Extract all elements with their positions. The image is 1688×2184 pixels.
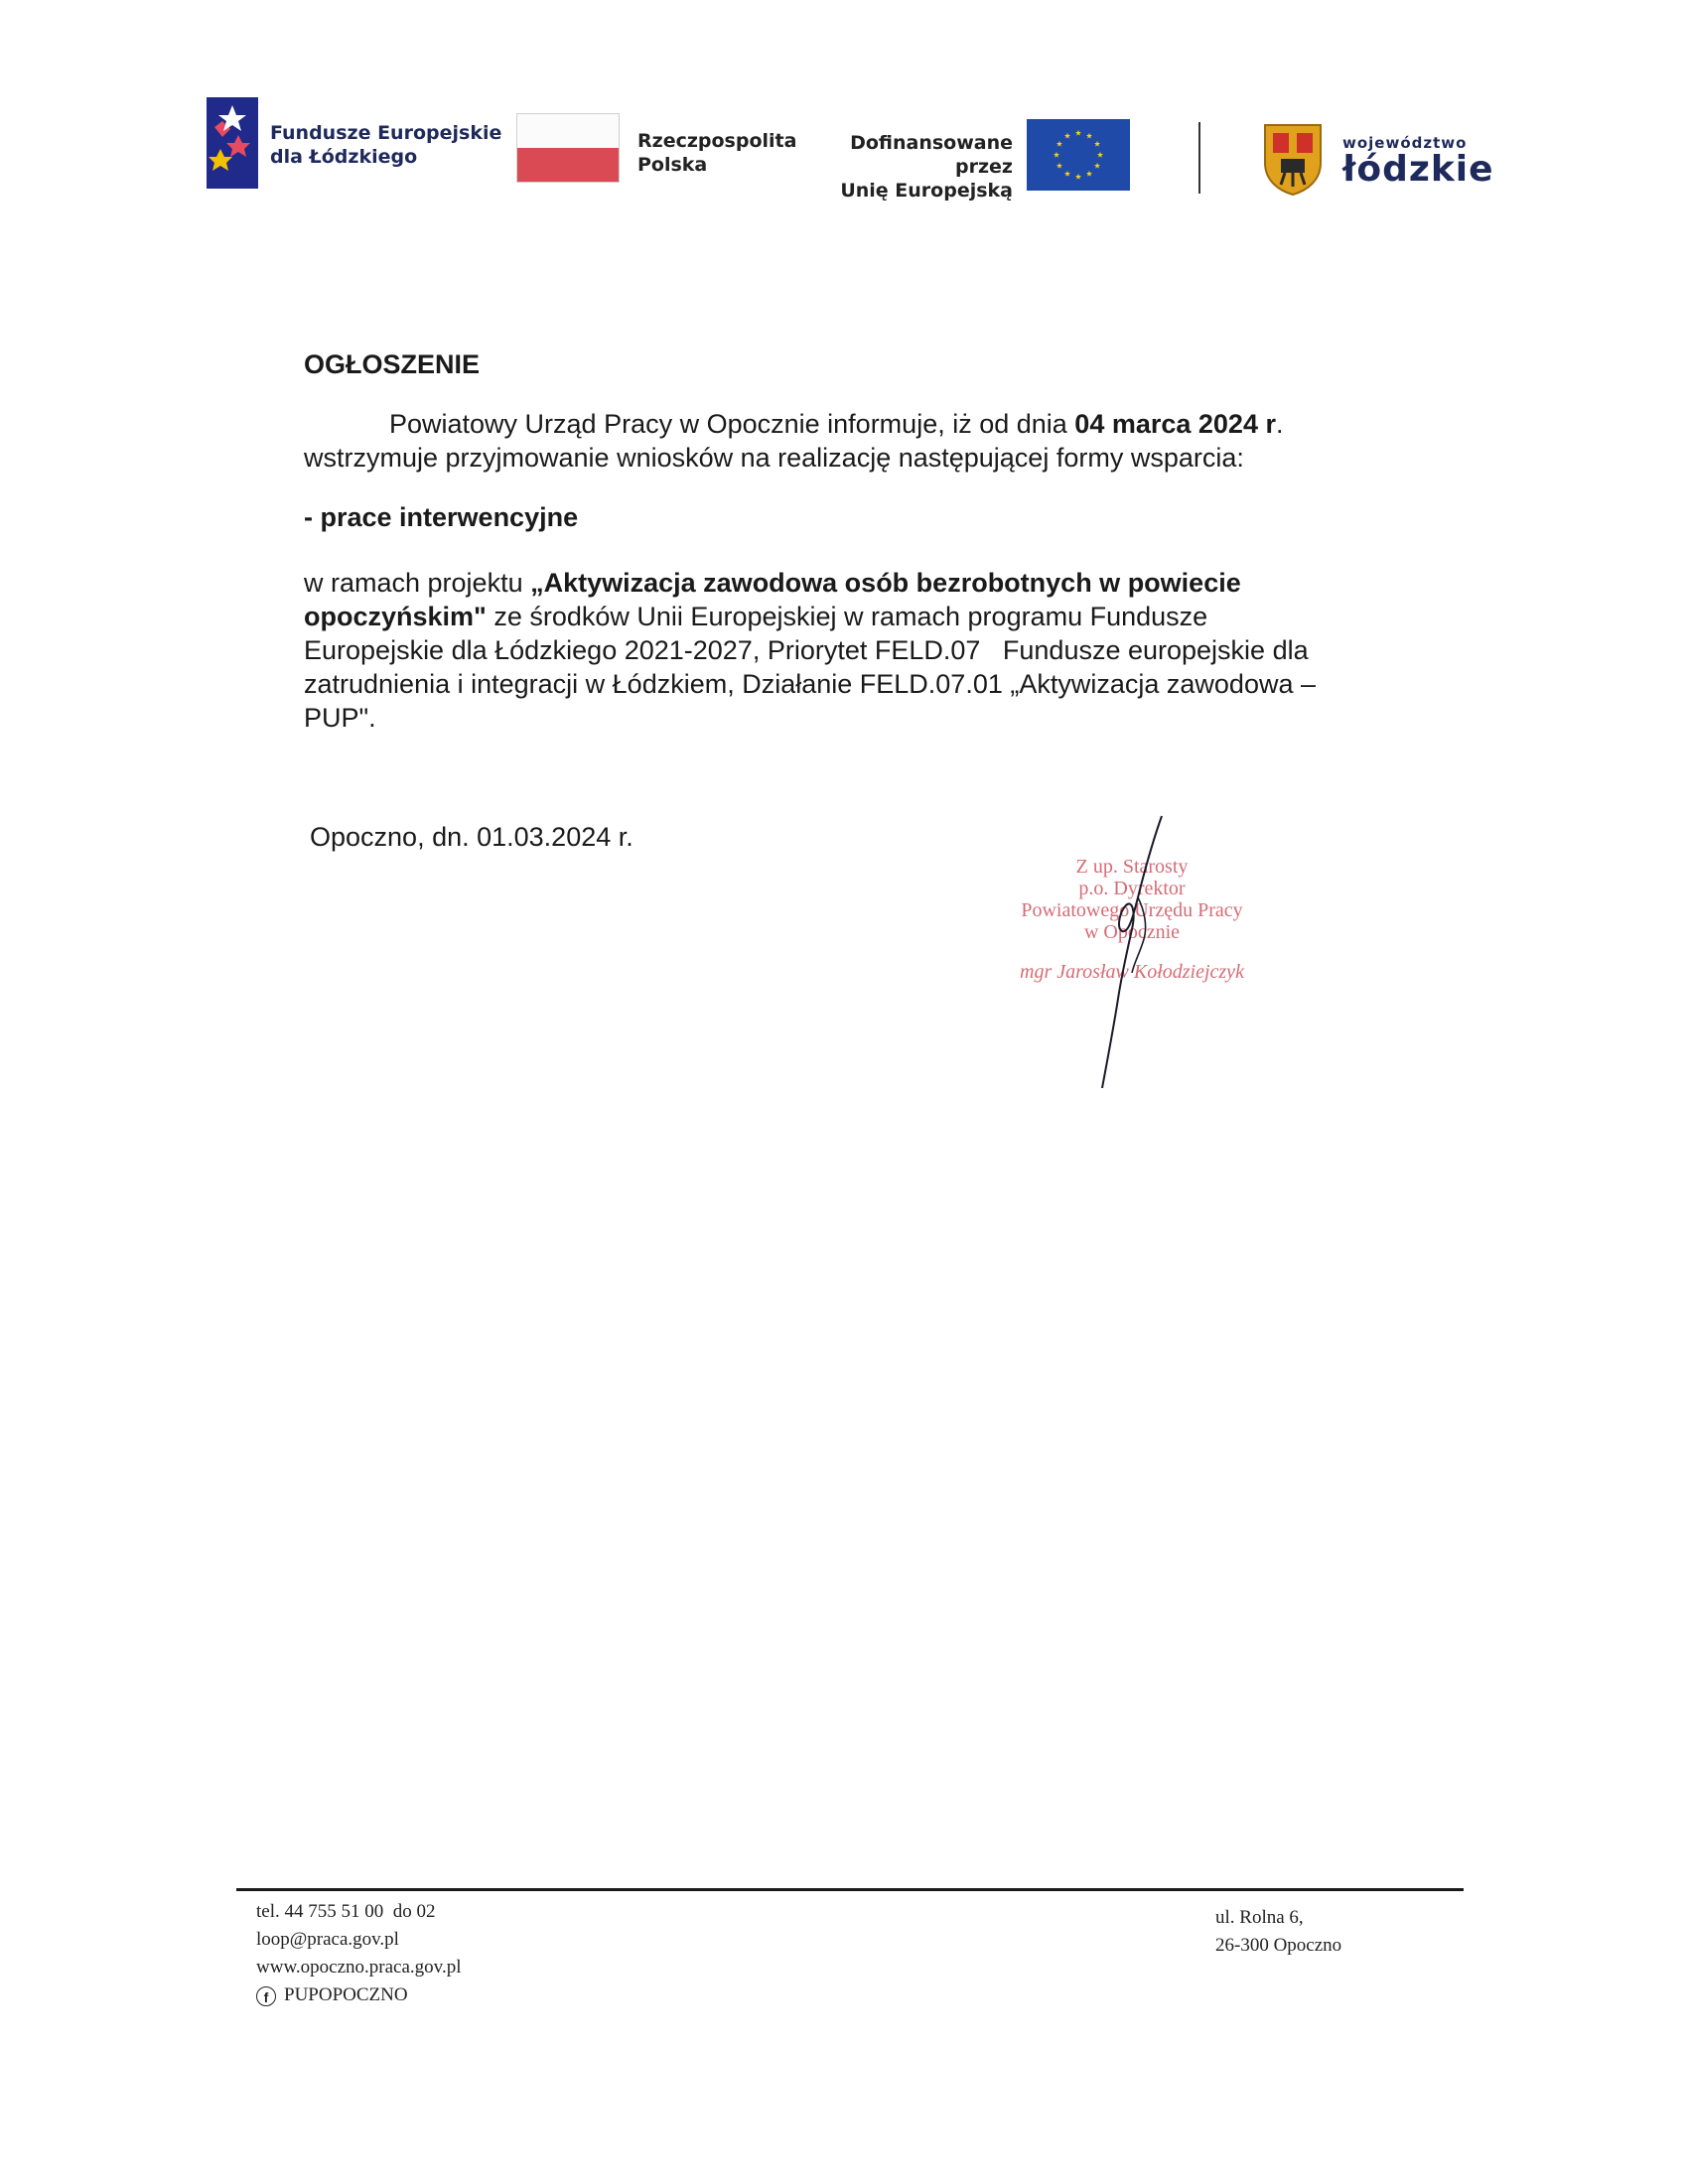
fundusze-europejskie-logo-text	[270, 121, 501, 169]
footer-facebook: PUPOPOCZNO	[284, 1984, 408, 2005]
fe-logo-line-2: dla Łódzkiego	[270, 146, 418, 168]
project-paragraph	[304, 566, 1396, 735]
project-name-2: opoczyńskim"	[304, 602, 487, 631]
handwritten-signature	[1053, 814, 1192, 1092]
footer-email[interactable]: loop@praca.gov.pl	[256, 1929, 399, 1950]
footer-phone: tel. 44 755 51 00 do 02	[256, 1901, 436, 1922]
footer-address	[1215, 1904, 1341, 1960]
project-line-3: Europejskie dla Łódzkiego 2021-2027, Priorytet FELD.07 Fundusze europejskie dla	[304, 635, 1309, 665]
footer-contact	[256, 1898, 461, 2009]
stamp-line-3: Powiatowego Urzędu Pracy	[1021, 899, 1243, 921]
eu-flag-icon	[1027, 119, 1130, 191]
project-line-1	[304, 566, 1396, 600]
intro-text: Powiatowy Urząd Pracy w Opocznie informuje, iż od dnia	[389, 409, 1075, 439]
eu-logo-line-1: Dofinansowane przez	[850, 132, 1013, 178]
region-label-small: województwo	[1342, 134, 1468, 152]
stamp-name: mgr Jarosław Kołodziejczyk	[1020, 961, 1244, 983]
fundusze-europejskie-logo-icon	[207, 97, 258, 189]
intro-date: 04 marca 2024 r	[1074, 409, 1276, 439]
intro-end: .	[1275, 409, 1284, 439]
rzeczpospolita-logo-text	[637, 129, 796, 177]
footer-address-1: ul. Rolna 6,	[1215, 1907, 1304, 1928]
lodzkie-coat-of-arms-icon	[1263, 123, 1323, 197]
polish-flag	[516, 113, 620, 183]
intro-line-1	[304, 407, 1396, 441]
eu-logo-line-2: Unię Europejską	[840, 180, 1013, 202]
rp-logo-line-1: Rzeczpospolita	[637, 130, 797, 152]
project-line-2	[304, 600, 1396, 633]
rp-logo-line-2: Polska	[637, 154, 708, 176]
stamp-line-2: p.o. Dyrektor	[1078, 878, 1186, 899]
footer-address-2: 26-300 Opoczno	[1215, 1935, 1342, 1956]
facebook-icon: f	[256, 1986, 276, 2006]
fe-logo-line-1: Fundusze Europejskie	[270, 122, 502, 144]
intro-line-2: wstrzymuje przyjmowanie wniosków na realizację następującej formy wsparcia:	[304, 443, 1244, 473]
project-line-5: PUP".	[304, 703, 376, 733]
region-label-big: łódzkie	[1342, 149, 1494, 190]
footer-facebook-row[interactable]	[256, 1981, 461, 2009]
header-divider	[1198, 122, 1200, 194]
document-title: OGŁOSZENIE	[304, 349, 481, 379]
project-line-4: zatrudnienia i integracji w Łódzkiem, Działanie FELD.07.01 „Aktywizacja zawodowa –	[304, 669, 1316, 699]
support-form-item: - prace interwencyjne	[304, 502, 579, 532]
stamp-line-4: w Opocznie	[1083, 921, 1181, 943]
footer-rule	[236, 1888, 1464, 1891]
project-text-1: w ramach projektu	[304, 568, 531, 598]
project-name-1: „Aktywizacja zawodowa osób bezrobotnych w powiecie	[530, 568, 1241, 598]
place-and-date: Opoczno, dn. 01.03.2024 r.	[310, 822, 633, 852]
intro-paragraph	[304, 407, 1396, 475]
footer-website[interactable]: www.opoczno.praca.gov.pl	[256, 1957, 462, 1978]
stamp-line-1: Z up. Starosty	[1075, 856, 1189, 878]
project-text-2: ze środków Unii Europejskiej w ramach programu Fundusze	[486, 602, 1208, 631]
eu-cofunding-logo-text	[806, 131, 1013, 203]
